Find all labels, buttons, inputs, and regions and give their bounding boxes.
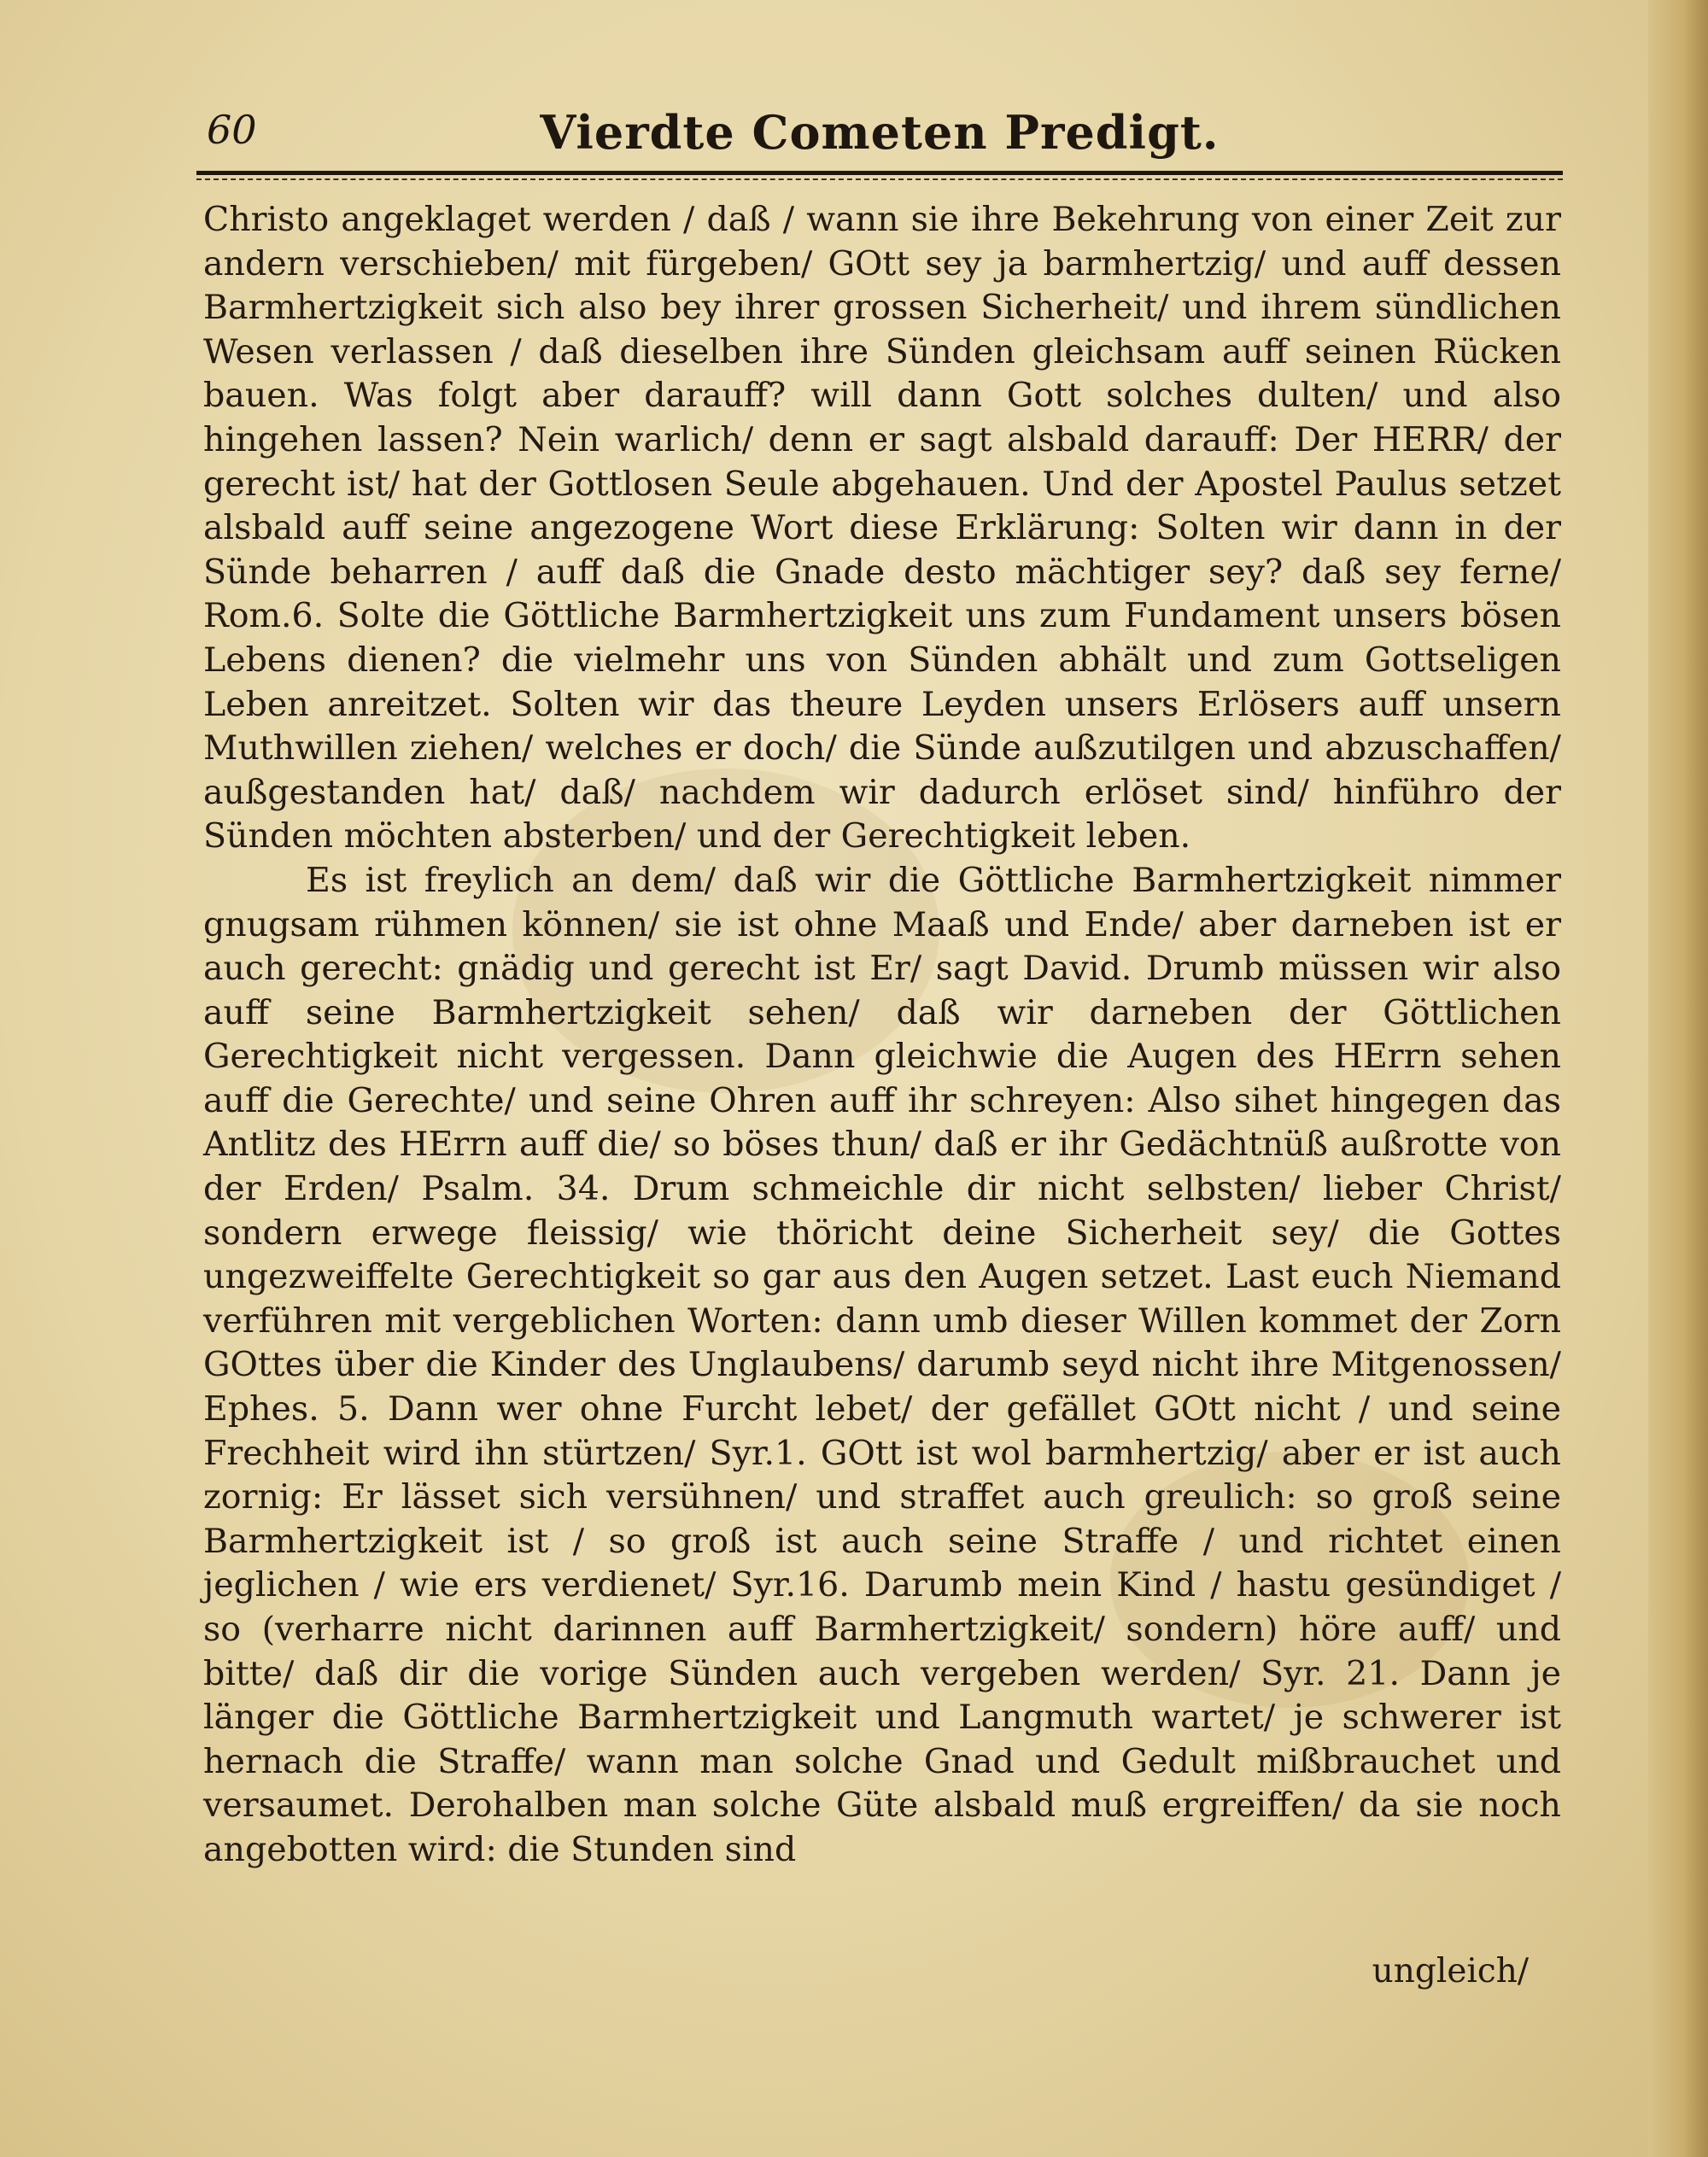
catchword: ungleich/ [1372,1952,1529,1990]
header-rule [196,171,1563,175]
page-header [196,98,1563,167]
page-number: 60 [207,107,257,153]
page-gutter [1648,0,1708,2157]
paragraph: Es ist freylich an dem/ daß wir die Göttliche Barmhertzigkeit nimmer gnugsam rühmen können/ sie ist ohne Maaß und Ende/ aber darneben ist er auch gerecht: gnädig und gerecht ist Er/ sagt David. Drumb müssen wir also auff seine Barmhertzigkeit sehen/ daß wir darneben der Göttlichen Gerechtigkeit nicht vergessen. Dann gleichwie die Augen des HErrn sehen auff die Gerechte/ und seine Ohren auff ihr schreyen: Also sihet hingegen das Antlitz des HErrn auff die/ so böses thun/ daß er ihr Gedächtnüß außrotte von der Erden/ Psalm. 34. Drum schmeichle dir nicht selbsten/ lieber Christ/ sondern erwege fleissig/ wie thöricht deine Sicherheit sey/ die Gottes ungezweiffelte Gerechtigkeit so gar aus den Augen setzet. Last euch Niemand verführen mit vergeblichen Worten: dann umb dieser Willen kommet der Zorn GOttes über die Kinder des Unglaubens/ darumb seyd nicht ihre Mitgenossen/ Ephes. 5. Dann wer ohne Furcht lebet/ der gefället GOtt nicht / und seine Frechheit wird ihn stürtzen/ Syr.1. GOtt ist wol barmhertzig/ aber er ist auch zornig: Er lässet sich versühnen/ und straffet auch greulich: so groß seine Barmhertzigkeit ist / so groß ist auch seine Straffe / und richtet einen jeglichen / wie ers verdienet/ Syr.16. Darumb mein Kind / hastu gesündiget / so (verharre nicht darinnen auff Barmhertzigkeit/ sondern) höre auff/ und bitte/ daß dir die vorige Sünden auch vergeben werden/ Syr. 21. Dann je länger die Göttliche Barmhertzigkeit und Langmuth wartet/ je schwerer ist hernach die Straffe/ wann man solche Gnad und Gedult mißbrauchet und versaumet. Derohalben man solche Güte alsbald muß ergreiffen/ da sie noch angebotten wird: die Stunden sind [203,860,1561,1869]
header-rule-dashed [196,178,1563,180]
running-title: Vierdte Cometen Predigt. [540,105,1220,160]
paragraph: Christo angeklaget werden / daß / wann sie ihre Bekehrung von einer Zeit zur andern verschieben/ mit fürgeben/ GOtt sey ja barmhertzig/ und auff dessen Barmhertzigkeit sich also bey ihrer grossen Sicherheit/ und ihrem sündlichen Wesen verlassen / daß dieselben ihre Sünden gleichsam auff seinen Rücken bauen. Was folgt aber darauff? will dann Gott solches dulten/ und also hingehen lassen? Nein warlich/ denn er sagt alsbald darauff: Der HERR/ der gerecht ist/ hat der Gottlosen Seule abgehauen. Und der Apostel Paulus setzet alsbald auff seine angezogene Wort diese Erklärung: Solten wir dann in der Sünde beharren / auff daß die Gnade desto mächtiger sey? daß sey ferne/ Rom.6. Solte die Göttliche Barmhertzigkeit uns zum Fundament unsers bösen Lebens dienen? die vielmehr uns von Sünden abhält und zum Gottseligen Leben anreitzet. Solten wir das theure Leyden unsers Erlösers auff unsern Muthwillen ziehen/ welches er doch/ die Sünde außzutilgen und abzuschaffen/ außgestanden hat/ daß/ nachdem wir dadurch erlöset sind/ hinführo der Sünden möchten absterben/ und der Gerechtigkeit leben. [203,200,1561,856]
body-text [203,198,1561,1873]
